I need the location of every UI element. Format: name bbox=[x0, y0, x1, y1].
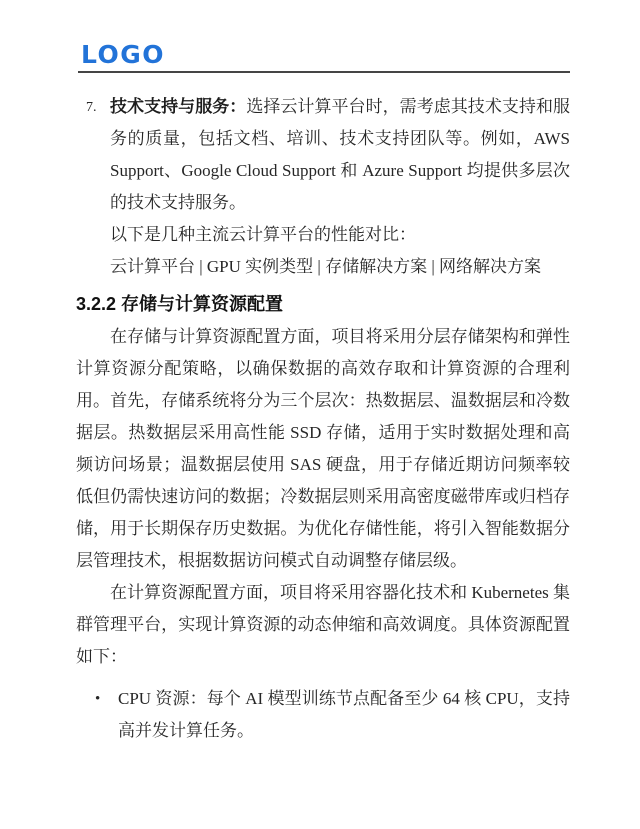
numbered-list-item bbox=[76, 91, 570, 219]
platform-comparison-row: 云计算平台 | GPU 实例类型 | 存储解决方案 | 网络解决方案 bbox=[110, 257, 541, 276]
header-rule bbox=[78, 71, 570, 73]
list-item-body: 选择云计算平台时，需考虑其技术支持和服务的质量，包括文档、培训、技术支持团队等。例如，AWS Support、Google Cloud Support 和 Azure Support 均提供多层次的技术支持服务。 bbox=[110, 97, 571, 212]
paragraph-compute-config: 在计算资源配置方面，项目将采用容器化技术和 Kubernetes 集群管理平台，实现计算资源的动态伸缩和高效调度。具体资源配置如下： bbox=[76, 583, 570, 666]
company-logo: LOGO bbox=[81, 40, 166, 69]
intro-block bbox=[76, 219, 570, 283]
intro-line: 以下是几种主流云计算平台的性能对比： bbox=[110, 225, 416, 244]
list-item-text bbox=[110, 97, 570, 212]
section-heading: 3.2.2 存储与计算资源配置 bbox=[76, 294, 284, 314]
paragraph-storage-config: 在存储与计算资源配置方面，项目将采用分层存储架构和弹性计算资源分配策略，以确保数据的高效存取和计算资源的合理利用。首先，存储系统将分为三个层次：热数据层、温数据层和冷数据层。热数据层采用高性能 SSD 存储，适用于实时数据处理和高频访问场景；温数据层使用 SAS 硬盘，用于存储近期访问频率较低但仍需快速访问的数据；冷数据层则采用高密度磁带库或归档存储，用于长期保存历史数据。为优化存储性能，将引入智能数据分层管理技术，根据数据访问模式自动调整存储层级。 bbox=[76, 327, 570, 570]
list-item-number: 7. bbox=[86, 100, 97, 115]
bullet-text: CPU 资源：每个 AI 模型训练节点配备至少 64 核 CPU，支持高并发计算任务。 bbox=[118, 689, 570, 740]
list-item-title: 技术支持与服务： bbox=[110, 97, 247, 116]
bullet-list-item bbox=[76, 683, 570, 747]
page-header bbox=[0, 0, 640, 73]
bullet-icon: • bbox=[95, 691, 101, 707]
document-body bbox=[0, 91, 640, 747]
